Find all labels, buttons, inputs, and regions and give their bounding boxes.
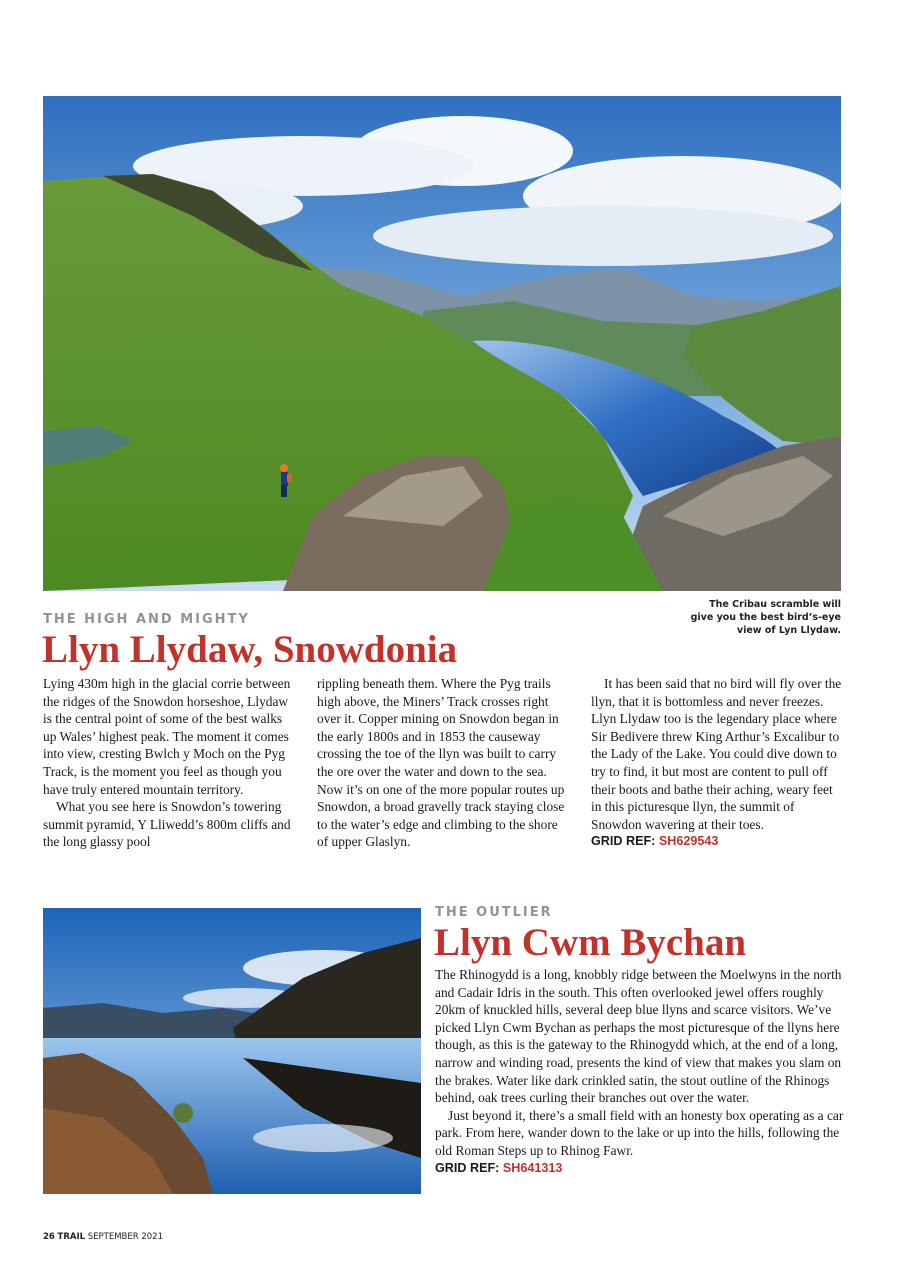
llyn-llydaw-photo — [43, 96, 841, 591]
magazine-name: TRAIL — [57, 1232, 86, 1242]
section-2-paragraph-2: Just beyond it, there’s a small field with an honesty box operating as a car park. From here, wander down to the lake or up into the hills, following the old Roman Steps up to Rhinog Fawr. — [435, 1107, 844, 1158]
section-2-grid-ref — [435, 1160, 845, 1178]
column-3-paragraph-1: It has been said that no bird will fly over the llyn, that it is bottomless and never freezes. Llyn Llydaw too is the legendary place where Sir Bedivere threw King Arthur’s Excalibur to the Lady of the Lake. You could dive down to try to find, it but most are content to pull off their boots and bathe their aching, weary feet in this picturesque llyn, the summit of Snowdon wavering at their toes. — [591, 676, 842, 832]
issue-date: SEPTEMBER 2021 — [87, 1232, 163, 1242]
grid-ref-label: GRID REF: — [591, 834, 656, 849]
caption-line-3: view of Lyn Llydaw. — [736, 625, 841, 636]
column-1-paragraph-1: Lying 430m high in the glacial corrie between the ridges of the Snowdon horseshoe, Llydaw is the central point of some of the best walks up Wales’ highest peak. The moment it comes into view, cresting Bwlch y Moch on the Pyg Track, is the moment you feel as though you have truly entered mountain territory. — [43, 676, 291, 797]
caption-line-1: The Cribau scramble will — [709, 599, 841, 610]
section-2-kicker: THE OUTLIER — [435, 905, 553, 920]
section-1-column-3 — [591, 675, 843, 851]
section-1-column-2 — [317, 675, 567, 851]
section-1-kicker: THE HIGH AND MIGHTY — [43, 612, 250, 627]
column-2-paragraph-1: rippling beneath them. Where the Pyg trails high above, the Miners’ Track crosses right over it. Copper mining on Snowdon began in the early 1800s and in 1853 the causeway crossing the toe of the llyn was built to carry the ore over the water and down to the sea. Now it’s on one of the more popular routes up Snowdon, a broad gravelly track staying close to the water’s edge and climbing to the shore of upper Glaslyn. — [317, 676, 565, 850]
section-2-body — [435, 966, 845, 1177]
page-footer — [43, 1232, 163, 1242]
column-1-paragraph-2: What you see here is Snowdon’s towering summit pyramid, Y Lliwedd’s 800m cliffs and the long glassy pool — [43, 799, 291, 850]
grid-ref-code: SH641313 — [502, 1160, 563, 1175]
caption-line-2: give you the best bird’s-eye — [690, 612, 841, 623]
section-1-title: Llyn Llydaw, Snowdonia — [42, 628, 458, 671]
section-1-column-1 — [43, 675, 293, 851]
section-2-title: Llyn Cwm Bychan — [434, 921, 747, 964]
section-1-grid-ref — [591, 833, 843, 851]
section-2-paragraph-1: The Rhinogydd is a long, knobbly ridge between the Moelwyns in the north and Cadair Idris in the south. This often overlooked jewel offers roughly 20km of knuckled hills, several deep blue llyns and scarce visitors. We’ve picked Llyn Cwm Bychan as perhaps the most picturesque of the llyns here though, as this is the gateway to the Rhinogydd which, at the end of a long, narrow and winding road, presents the kind of view that makes you slam on the brakes. Water like dark crinkled satin, the stout outline of the Rhinogs behind, oak trees curling their branches out over the water. — [435, 967, 842, 1106]
grid-ref-code: SH629543 — [658, 834, 719, 849]
llyn-cwm-bychan-photo — [43, 908, 421, 1194]
photo-caption — [691, 598, 841, 637]
page-number: 26 — [43, 1232, 55, 1242]
grid-ref-label: GRID REF: — [435, 1160, 500, 1175]
